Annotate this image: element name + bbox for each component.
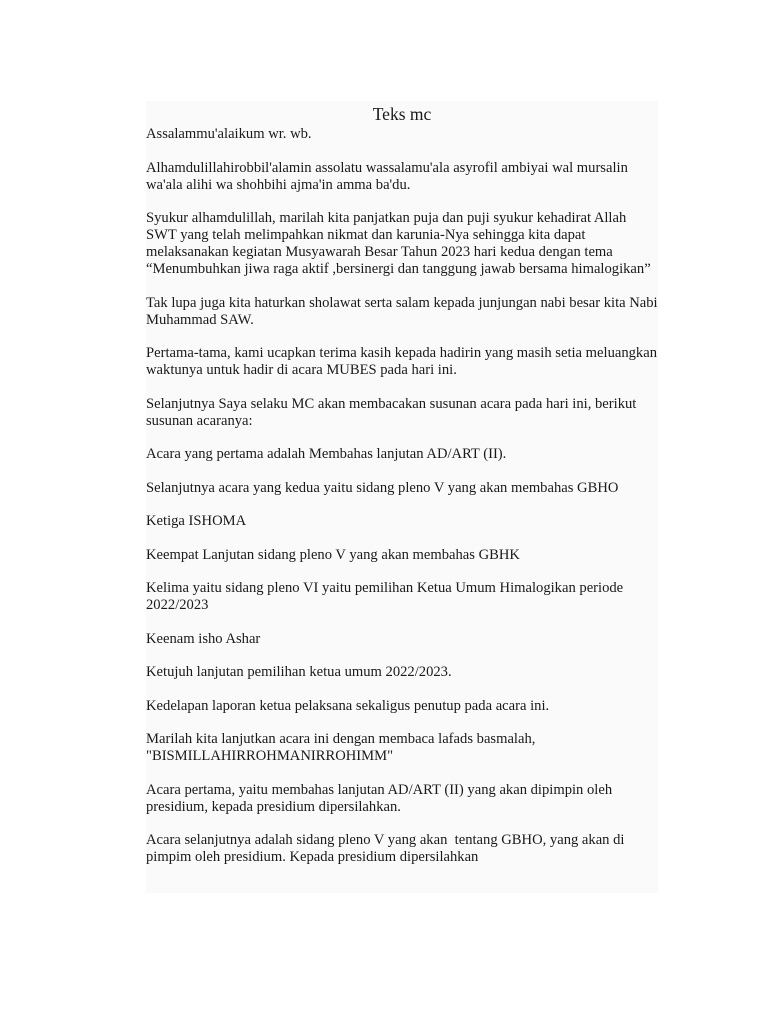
paragraph-agenda-3: Ketiga ISHOMA [146,513,247,529]
paragraph-greeting: Assalammu'alaikum wr. wb. [146,126,312,142]
document-page [146,101,662,893]
paragraph-agenda-4: Keempat Lanjutan sidang pleno V yang akan membahas GBHK [146,546,520,563]
paragraph-agenda-5: Kelima yaitu sidang pleno VI yaitu pemilihan Ketua Umum Himalogikan periode 2022/2023 [146,580,627,613]
paragraph-agenda-8: Kedelapan laporan ketua pelaksana sekaligus penutup pada acara ini. [146,697,550,714]
paragraph-agenda-7: Ketujuh lanjutan pemilihan ketua umum 2022/2023. [146,664,452,680]
paragraph-basmalah: Marilah kita lanjutkan acara ini dengan membaca lafads basmalah, "BISMILLAHIRROHMANIRROHIMM" [146,731,540,764]
paragraph-agenda-6: Keenam isho Ashar [146,630,261,647]
paragraph-agenda-intro: Selanjutnya Saya selaku MC akan membacakan susunan acara pada hari ini, berikut susunan acaranya: [146,395,641,429]
paragraph-next-session: Acara selanjutnya adalah sidang pleno V yang akan tentang GBHO, yang akan di pimpim oleh presidium. Kepada presidium dipersilahkan [146,832,629,865]
paragraph-thanks: Pertama-tama, kami ucapkan terima kasih kepada hadirin yang masih setia meluangkan waktunya untuk hadir di acara MUBES pada hari ini. [146,345,661,378]
paragraph-agenda-2: Selanjutnya acara yang kedua yaitu sidang pleno V yang akan membahas GBHO [146,479,619,496]
document-title: Teks mc [372,104,432,124]
paragraph-sholawat: Tak lupa juga kita haturkan sholawat serta salam kepada junjungan nabi besar kita Nabi Muhammad SAW. [146,294,662,328]
paragraph-opening-prayer: Alhamdulillahirobbil'alamin assolatu wassalamu'ala asyrofil ambiyai wal mursalin wa'ala alihi wa shohbihi ajma'in amma ba'du. [146,159,632,193]
paragraph-gratitude: Syukur alhamdulillah, marilah kita panjatkan puja dan puji syukur kehadirat Allah SWT yang telah melimpahkan nikmat dan karunia-Nya sehingga kita dapat melaksanakan kegiatan Musyawarah Besar Tahun 2023 hari kedua dengan tema “Menumbuhkan jiwa raga aktif ,bersinergi dan tanggung jawab bersama himalogikan” [146,210,651,277]
paragraph-first-session: Acara pertama, yaitu membahas lanjutan AD/ART (II) yang akan dipimpin oleh presidium, kepada presidium dipersilahkan. [146,781,616,815]
paragraph-agenda-1: Acara yang pertama adalah Membahas lanjutan AD/ART (II). [146,446,507,462]
